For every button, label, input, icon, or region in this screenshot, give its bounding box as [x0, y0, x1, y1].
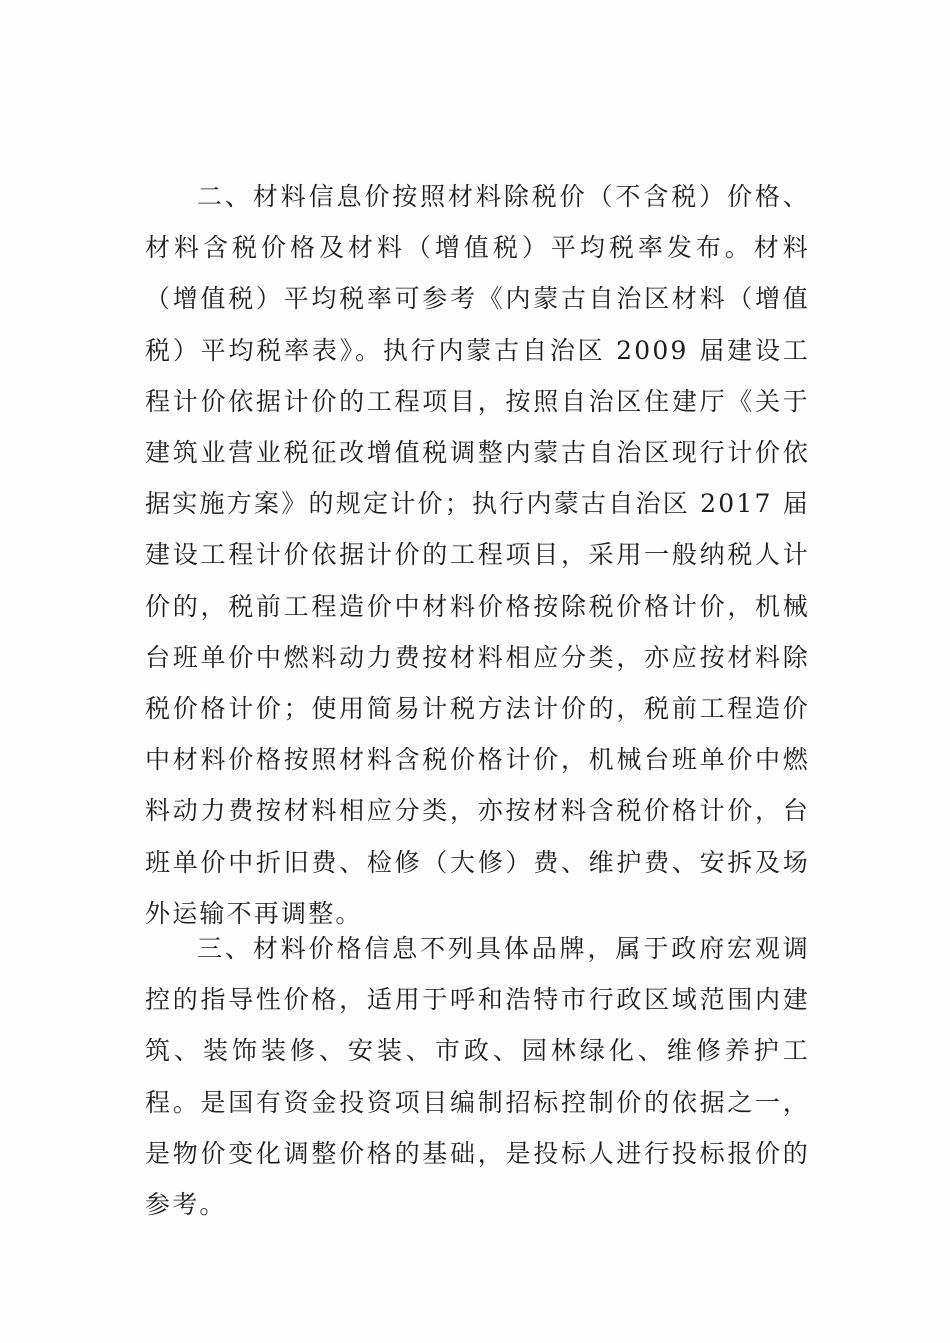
paragraph-section-3: 三、材料价格信息不列具体品牌，属于政府宏观调控的指导性价格，适用于呼和浩特市行政区域范围内建筑、装饰装修、安装、市政、园林绿化、维修养护工程。是国有资金投资项目编制招标控制价的依据之一，是物价变化调整价格的基础，是投标人进行投标报价的参考。 [145, 934, 810, 1220]
paragraph-section-2: 二、材料信息价按照材料除税价（不含税）价格、材料含税价格及材料（增值税）平均税率发布。材料（增值税）平均税率可参考《内蒙古自治区材料（增值税）平均税率表》。执行内蒙古自治区 2009 届建设工程计价依据计价的工程项目，按照自治区住建厅《关于建筑业营业税征改增值税调整内蒙古自治区现行计价依据实施方案》的规定计价；执行内蒙古自治区 2017 届建设工程计价依据计价的工程项目，采用一般纳税人计价的，税前工程造价中材料价格按除税价格计价，机械台班单价中燃料动力费按材料相应分类，亦应按材料除税价格计价；使用简易计税方法计价的，税前工程造价中材料价格按照材料含税价格计价，机械台班单价中燃料动力费按材料相应分类，亦按材料含税价格计价，台班单价中折旧费、检修（大修）费、维护费、安拆及场外运输不再调整。 [145, 182, 810, 928]
